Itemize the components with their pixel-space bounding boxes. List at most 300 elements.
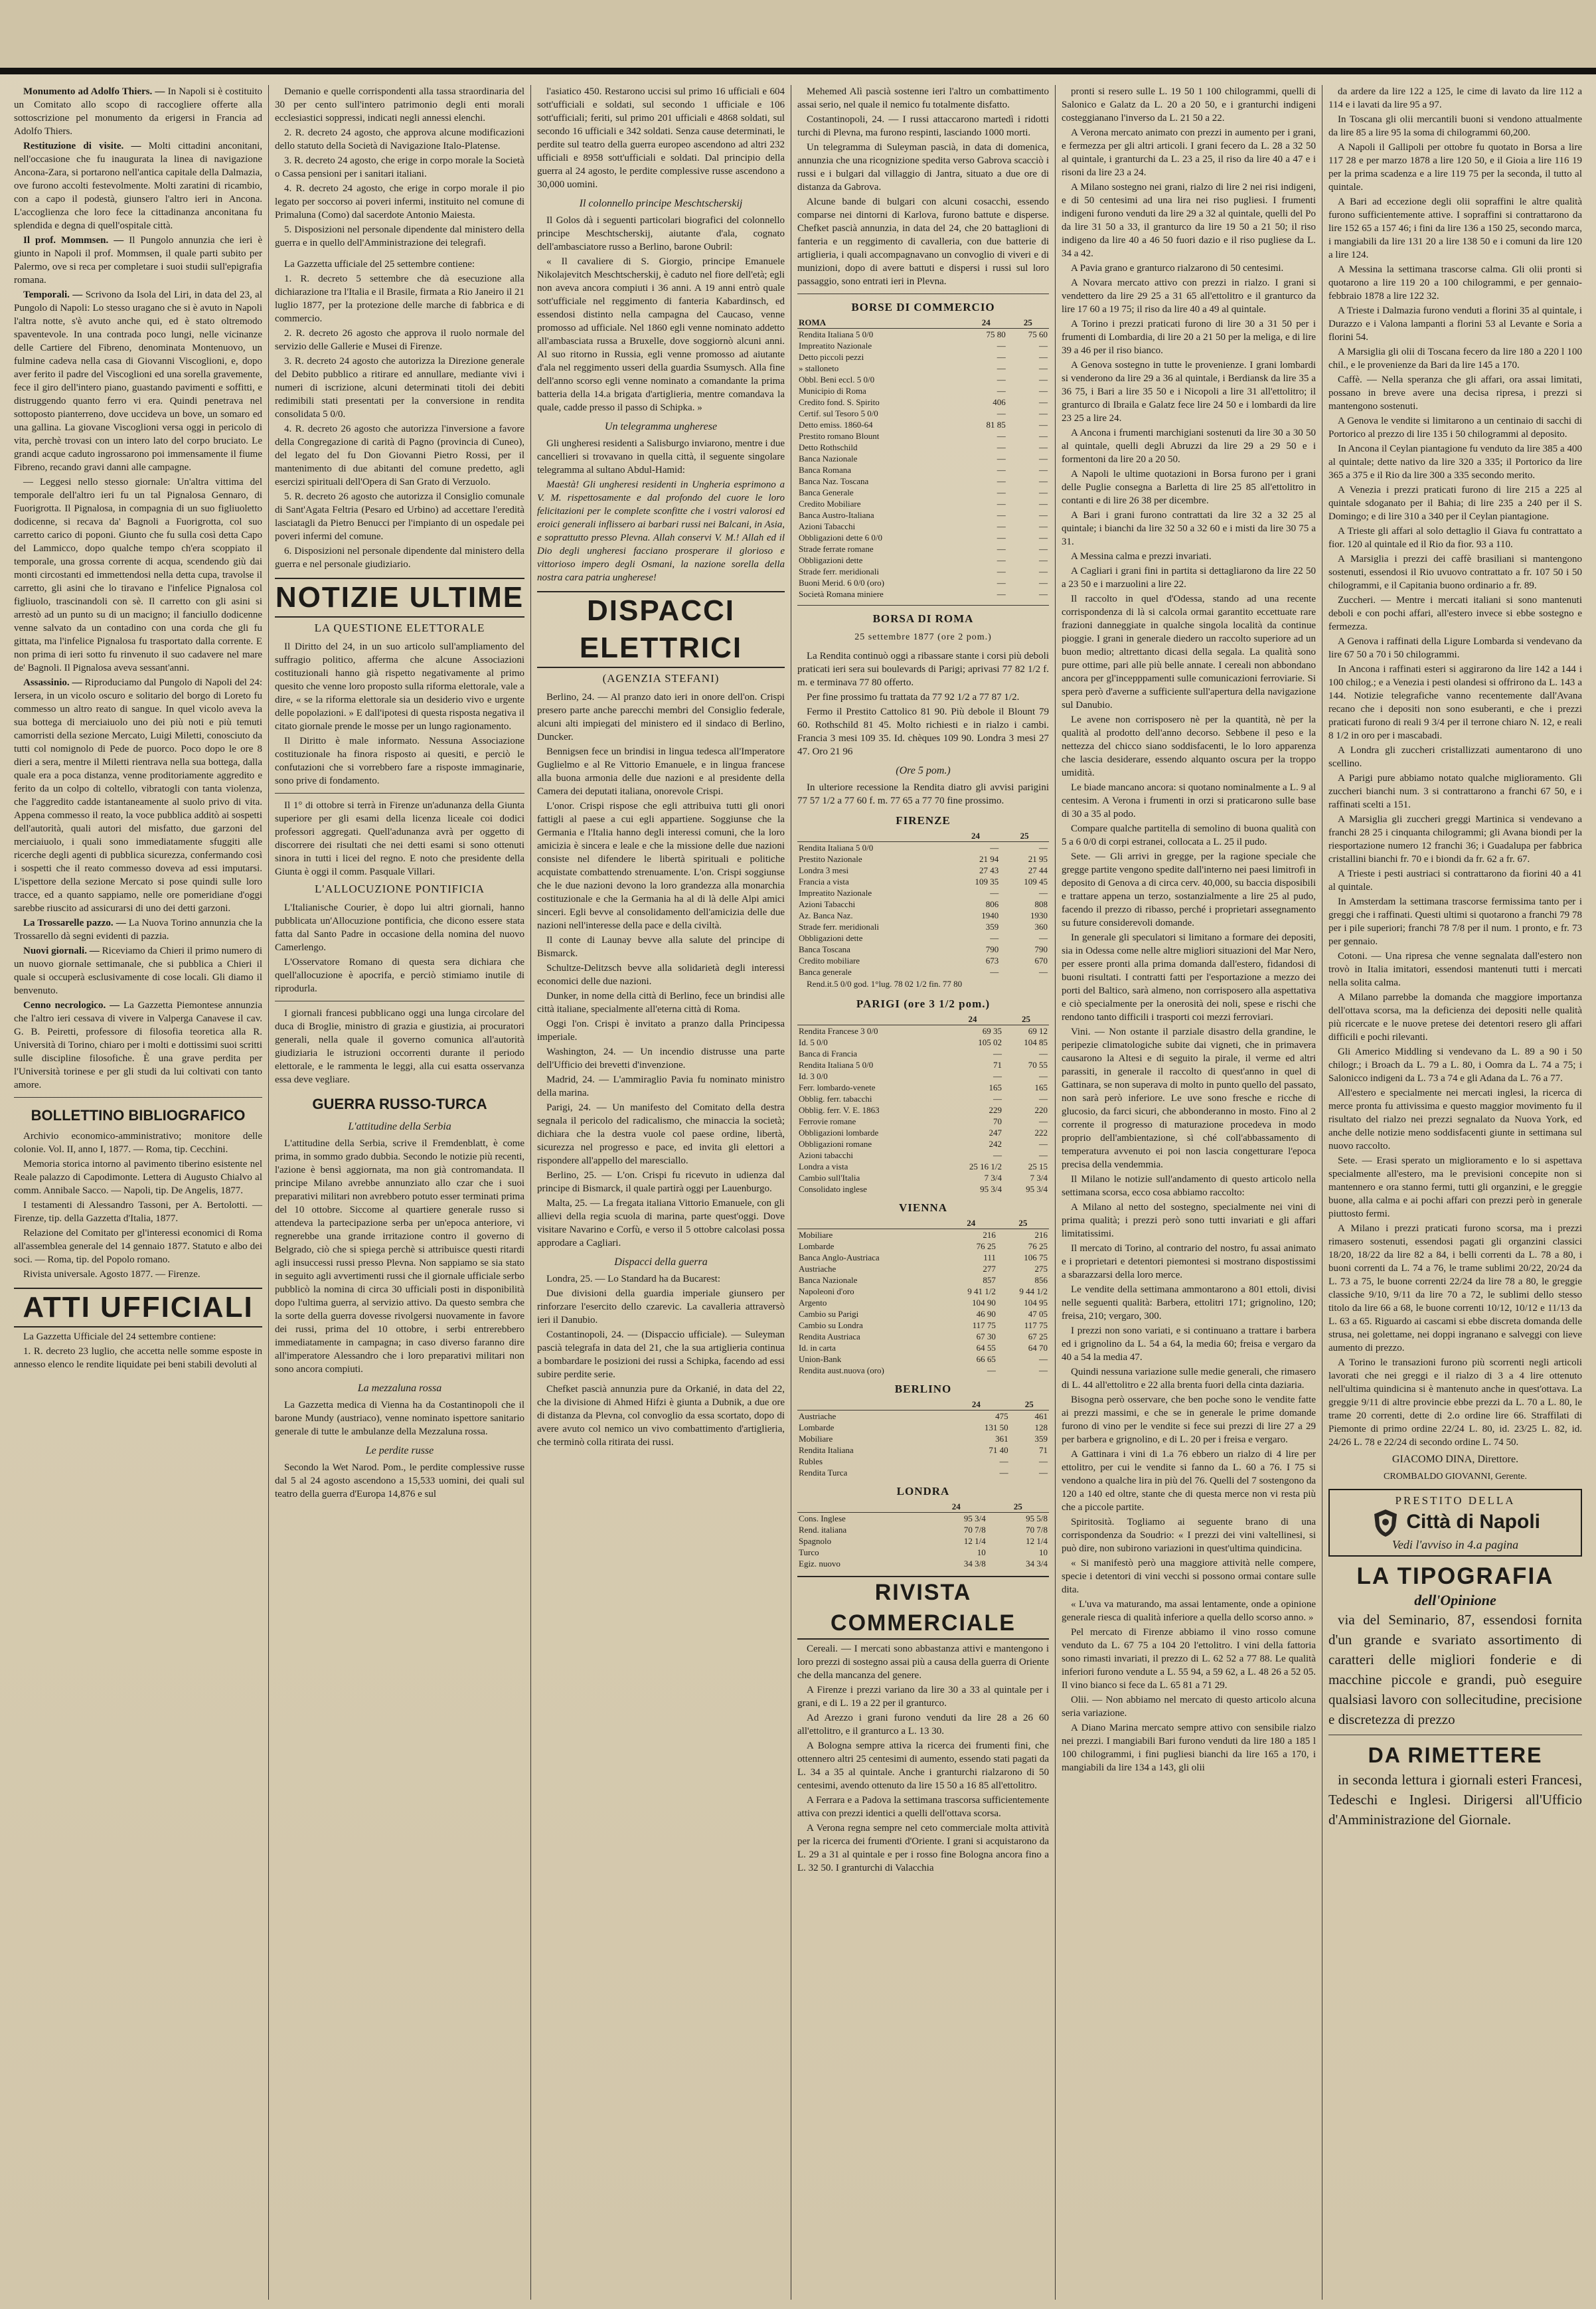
market-paragraph: A Milano sostegno nei grani, rialzo di lire 2 nei risi indigeni, e di 50 centesimi ad una lira nei riso pugliesi. I frumenti indigeni furono venduti da lire 29 a 32 al quintale, quelli del Po da lire 31 50 a 33, il granturco da lire 19 50 a 21 50; il riso indigeno da lire 40 a 46 50 fuori dazio e il riso pugliese da L. 34 a 42. bbox=[1062, 182, 1316, 259]
table-cell: — bbox=[1039, 933, 1048, 943]
table-cell: 670 bbox=[1034, 956, 1048, 966]
table-cell: 165 bbox=[989, 1082, 1002, 1092]
table-row bbox=[797, 543, 1049, 555]
market-paragraph: In Toscana gli olii mercantili buoni si vendono attualmente da lire 85 a lire 95 la soma di chilogrammi 60,200. bbox=[1328, 114, 1582, 138]
table-cell: 95 3/4 bbox=[963, 1513, 986, 1523]
table-cell: 34 3/8 bbox=[963, 1559, 986, 1569]
dispatch: Bennigsen fece un brindisi in lingua tedesca all'Imperatore Guglielmo e al Re Vittorio Emanuele, e in lingua francese alla buona armonia delle due nazioni e al presidente della Camera dei deputati italiana, onorevole Crispi. bbox=[537, 746, 785, 797]
market-paragraph: Compare qualche partitella di semolino di buona qualità con 5 a 6 0/0 di corpi estranei, collocata a L. 25 il pudo. bbox=[1062, 823, 1316, 847]
table-cell: — bbox=[1039, 465, 1048, 475]
agenzia-stefani-label: (AGENZIA STEFANI) bbox=[602, 672, 720, 685]
dispatch: Londra, 25. — Lo Standard ha da Bucarest: bbox=[546, 1274, 721, 1284]
market-paragraph: A Trieste gli affari al solo dettaglio il Giava fu contrattato a fior. 120 al quintale ed il Rio da fior. 93 a 110. bbox=[1328, 526, 1582, 550]
dispatch: Dunker, in nome della città di Berlino, fece un brindisi alle città italiane, specialmente all'eterna città di Roma. bbox=[537, 991, 785, 1015]
table-cell: Banca Nazionale bbox=[799, 1275, 858, 1285]
table-cell: 70 7/8 bbox=[1026, 1525, 1048, 1535]
dispatch: Mehemed Alì pascià sostenne ieri l'altro un combattimento assai serio, nel quale il nemico fu totalmente disfatto. bbox=[797, 86, 1049, 110]
atti-item: 5. Disposizioni nel personale dipendente dal ministero della guerra e in quello dell'Amministrazione dei telegrafi. bbox=[275, 224, 524, 248]
table-cell: — bbox=[997, 521, 1006, 531]
table-row bbox=[797, 385, 1049, 396]
table-cell: Banca di Francia bbox=[799, 1049, 858, 1059]
table-row bbox=[797, 566, 1049, 577]
table-cell: Strade ferrate romane bbox=[799, 544, 874, 554]
market-paragraph: Cereali. — I mercati sono abbastanza attivi e mantengono i loro prezzi di sostegno assai più a causa della guerra di Oriente che della mancanza del genere. bbox=[797, 1644, 1049, 1681]
dispatch: Costantinopoli, 24. — I russi attaccarono martedì i ridotti turchi di Plevna, ma furono respinti, lasciando 1000 morti. bbox=[797, 114, 1049, 138]
article-pignalosa: — Leggesi nello stesso giornale: Un'altra vittima del temporale dell'altro ieri fu un tal Pignalosa Gennaro, di Fuorigrotta. Il Pignalosa, in compagnia di un suo figliuoletto dodicenne, si recava da' Bagnoli a Fuorigrotta, col suo carretto carico di poponi. Giunto che fu sulla così detta Capo del Lammicco, dopo qualche tempo ch'era scoppiato il temporale, una grossa corrente di acqua, scendendo giù dai monti circostanti ed immettendosi nella detta cupa, travolse il carretto, gli asini che lo tiravano e l'infelice Pignalosa col figliuolo, trascinandoli con sè. Il carretto con gli asini si arrestò ad un punto su di un macigno; il fanciullo dodicenne venne salvato da un contadino con una corda che gli fu gittata, ma l'infelice Pignalosa fu trasportato dalla corrente. E non prima di ieri sotto fu rinvenuto il suo cadavere nel mare de' Bagnoli. Il Pignalosa aveva sessant'anni. bbox=[14, 477, 262, 673]
market-paragraph: In Ancona i raffinati esteri si aggirarono da lire 142 a 144 i 100 chilog.; e a Venezia i pesti olandesi si offrirono da L. 143 a 144. Notizie telegrafiche vanno recentemente dall'Avana recano che i depositi non sono esuberanti, e che i prezzi praticati furono di reali 9 3/4 per il terrone chiaro N. 12, e reali 8 1/2 in oro per i mascabadi. bbox=[1328, 664, 1582, 741]
table-cell: — bbox=[1039, 454, 1048, 464]
table-cell: — bbox=[1039, 408, 1048, 418]
table-cell: Id. in carta bbox=[799, 1343, 836, 1353]
table-cell: Egiz. nuovo bbox=[799, 1559, 840, 1569]
table-cell: Napoleoni d'oro bbox=[799, 1286, 854, 1296]
table-cell: Rendita Italiana 5 0/0 bbox=[799, 843, 874, 853]
table-row bbox=[797, 955, 1049, 966]
atti-intro: La Gazzetta Ufficiale del 24 settembre contiene: bbox=[23, 1331, 216, 1342]
dispatch: Madrid, 24. — L'ammiraglio Pavia fu nominato ministro della marina. bbox=[537, 1074, 785, 1098]
table-cell: Londra 3 mesi bbox=[799, 865, 849, 875]
market-paragraph: A Milano al netto del sostegno, specialmente nei vini di prima qualità; i prezzi però sono tutti invariati e gli affari limitatissimi. bbox=[1062, 1202, 1316, 1239]
market-paragraph: A Trieste i pesti austriaci si contrattarono da fiorini 40 a 41 al quintale. bbox=[1328, 869, 1582, 893]
notizie-ultime-heading: NOTIZIE ULTIME bbox=[275, 578, 524, 618]
table-cell: 105 02 bbox=[978, 1037, 1002, 1047]
dispatch: Berlino, 25. — L'on. Crispi fu ricevuto in udienza dal principe di Bismarck, il quale partirà oggi per Lauenburgo. bbox=[537, 1170, 785, 1194]
table-cell: — bbox=[1039, 566, 1048, 576]
table-row bbox=[797, 555, 1049, 566]
table-cell: Lombarde bbox=[799, 1241, 835, 1251]
guerra-russo-turca-heading: GUERRA RUSSO-TURCA bbox=[312, 1096, 487, 1112]
table-row bbox=[797, 1161, 1049, 1172]
column-1 bbox=[8, 85, 268, 2300]
table-cell: — bbox=[997, 363, 1006, 373]
atti-ufficiali-heading: ATTI UFFICIALI bbox=[14, 1288, 262, 1327]
market-paragraph: Olii. — Non abbiamo nel mercato di questo articolo alcuna seria variazione. bbox=[1062, 1695, 1316, 1719]
market-paragraph: A Bologna sempre attiva la ricerca dei frumenti fini, che ottennero altri 25 centesimi di aumento, essendo stati pagati da L. 34 a 35 al quintale. Anche i granturchi rialzarono di 50 centesimi, avendo ottenuto da lire 15 50 a 16 85 all'ettolitro. bbox=[797, 1741, 1049, 1791]
tipografia-text: via del Seminario, 87, essendosi fornita d'un grande e svariato assortimento di caratteri delle migliori fonderie e di macchine piccole e grandi, può eseguire qualsiasi lavoro con sollecitudine, precisione e discretezza di prezzo bbox=[1328, 1612, 1582, 1727]
table-row bbox=[797, 1150, 1049, 1161]
table-cell: 10 bbox=[977, 1547, 986, 1557]
table-cell: 70 bbox=[993, 1116, 1002, 1126]
berlino-heading: BERLINO bbox=[894, 1383, 952, 1395]
table-cell: Az. Banca Naz. bbox=[799, 910, 853, 920]
table-cell: 21 95 bbox=[1028, 854, 1048, 864]
table-cell: — bbox=[997, 386, 1006, 396]
table-cell: Francia a vista bbox=[799, 877, 849, 887]
table-cell: 64 70 bbox=[1028, 1343, 1048, 1353]
table-cell: 27 44 bbox=[1028, 865, 1048, 875]
table-row bbox=[797, 1183, 1049, 1195]
table-cell: — bbox=[1039, 544, 1048, 554]
table-row bbox=[797, 1444, 1049, 1456]
ad-citta-napoli: Città di Napoli bbox=[1332, 1507, 1578, 1538]
column-2 bbox=[268, 85, 530, 2300]
market-paragraph: La Rendita continuò oggi a ribassare stante i corsi più deboli praticati ieri sera sui boulevards di Parigi; aprivasi 77 82 1/2 f. m. e terminava 77 80 offerto. bbox=[797, 651, 1049, 688]
table-header-row bbox=[797, 1501, 1049, 1513]
table-cell: 131 50 bbox=[984, 1422, 1008, 1432]
gerente-signature: CROMBALDO GIOVANNI, Gerente. bbox=[1384, 1472, 1527, 1482]
market-paragraph: In generale gli speculatori si limitano a formare dei depositi, sia in Odessa come nelle altre migliori situazioni del Mar Nero, per essere pronti alla prima domanda dall'estero, fidandosi di buoni risultati. I contratti fatti per l'esportazione a mezzo dei porti del Baltico, sarà almeno, non corrisposero alla aspettativa e ciò specialmente per la onerosità dei noli, spese e rischi che rendono tanto difficili i trasporti coi mezzi ferroviari. bbox=[1062, 932, 1316, 1023]
director-signature: GIACOMO DINA, Direttore. bbox=[1392, 1454, 1519, 1465]
table-cell: Argento bbox=[799, 1298, 827, 1308]
table-cell: — bbox=[1039, 352, 1048, 362]
table-row bbox=[797, 329, 1049, 341]
table-cell: 111 bbox=[983, 1252, 996, 1262]
table-row bbox=[797, 1127, 1049, 1138]
biblio-item: Relazione del Comitato per gl'interessi economici di Roma all'assemblea generale del 14 gennaio 1877. Statuto e albo dei soci. — Roma, tip. del Popolo romano. bbox=[14, 1228, 262, 1265]
table-cell: 95 3/4 bbox=[1026, 1184, 1048, 1194]
article-thiers: Monumento ad Adolfo Thiers. — In Napoli si è costituito un Comitato allo scopo di raccogliere offerte alla sottoscrizione pel monumento da erigersi in Francia ad Adolfo Thiers. bbox=[14, 86, 262, 137]
article-paragraph: La Gazzetta medica di Vienna ha da Costantinopoli che il barone Mundy (austriaco), venne nominato ispettore sanitario generale di tutte le ambulanze della Mezzaluna rossa. bbox=[275, 1400, 524, 1437]
table-cell: 406 bbox=[993, 397, 1006, 407]
table-cell: — bbox=[1039, 888, 1048, 898]
columns-container bbox=[8, 85, 1588, 2300]
table-cell: — bbox=[997, 566, 1006, 576]
dispatch: L'onor. Crispi rispose che egli attribuiva tutti gli onori fattigli al paese a cui egli appartiene. Soggiunse che la Germania e l'Italia hanno degli interessi comuni, che la loro amicizia è sincera e leale e che la missione delle due nazioni consiste nel difendere le libertà spirituali e politiche acquistate combattendo strenuamente. L'on. Crispi soggiunse che le due nazioni devono la loro grandezza alla monarchia costituzionale e che la Germania ha al di là delle Alpi amici sinceri. Egli bevve al consolidamento dell'amicizia delle due nazioni nell'interesse della pace e della civiltà. bbox=[537, 801, 785, 931]
borse-commercio-heading: BORSE DI COMMERCIO bbox=[851, 301, 995, 313]
article-paragraph: Gli ungheresi residenti a Salisburgo inviarono, mentre i due cancellieri si trovavano in quella città, il seguente singolare telegramma al sultano Abdul-Hamid: bbox=[537, 438, 785, 475]
table-cell: Banca Nazionale bbox=[799, 454, 858, 464]
table-cell: 21 94 bbox=[979, 854, 999, 864]
table-cell: 71 bbox=[993, 1060, 1002, 1070]
table-cell: 117 75 bbox=[1024, 1320, 1048, 1330]
column-header bbox=[797, 1399, 943, 1411]
market-paragraph: A Marsiglia gli zuccheri greggi Martinica si vendevano a franchi 28 25 i cinquanta chilogrammi; gli Avana biondi per la riesportazione numero 12 franchi 36; i Guadalupa per fabbrica cristallini bianchi fr. 70 e i biondi da fr. 62 a fr. 67. bbox=[1328, 814, 1582, 865]
table-row bbox=[797, 1116, 1049, 1127]
table-cell: 7 3/4 bbox=[1030, 1173, 1048, 1183]
column-header: 25 bbox=[1003, 1013, 1049, 1025]
table-cell: — bbox=[1039, 341, 1048, 351]
table-cell: 104 95 bbox=[1024, 1298, 1048, 1308]
dispatch: Alcune bande di bulgari con alcuni cosacchi, essendo comparse nei dintorni di Karlova, furono battute e disperse. Chefket pascià annunzia, in data del 24, che 20 battaglioni di fanteria e un reggimento di cavalleria, con due batterie di artiglieria, i quali accompagnavano un convoglio di viveri e di munizioni, dopo di avere battuti e dispersi i russi sul loro passaggio, sono entrati ieri in Plevna. bbox=[797, 197, 1049, 287]
table-cell: 75 80 bbox=[986, 329, 1006, 339]
table-cell: 9 44 1/2 bbox=[1019, 1286, 1048, 1296]
table-cell: — bbox=[997, 431, 1006, 441]
table-row bbox=[797, 1535, 1049, 1547]
table-cell: Certif. sul Tesoro 5 0/0 bbox=[799, 408, 878, 418]
article-paragraph: Il Golos dà i seguenti particolari biografici del colonnello principe Meschtscherskij, aiutante d'ala, cognato dell'ambasciatore russo a Berlino, barone Oubril: bbox=[537, 215, 785, 252]
table-row bbox=[797, 442, 1049, 453]
table-cell: Rendita Italiana 5 0/0 bbox=[799, 1060, 874, 1070]
meschtscherskij-heading: Il colonnello principe Meschtscherskij bbox=[579, 198, 743, 209]
table-cell: — bbox=[997, 487, 1006, 497]
table-cell: 25 15 bbox=[1028, 1161, 1048, 1171]
table-cell: — bbox=[1039, 386, 1048, 396]
table-row bbox=[797, 1172, 1049, 1183]
table-row bbox=[797, 1467, 1049, 1478]
column-header: 25 bbox=[1000, 830, 1049, 842]
table-row bbox=[797, 532, 1049, 543]
column-header: 25 bbox=[1010, 1399, 1049, 1411]
market-paragraph: Le avene non corrisposero nè per la quantità, nè per la qualità al prodotto dell'anno decorso. Sebbene il peso e la nettezza del chicco siano soddisfacenti, le lo loro apparenza che lascia desiderare, essendo alquanto oscura per la troppo umidità. bbox=[1062, 715, 1316, 778]
table-row bbox=[797, 453, 1049, 464]
table-cell: — bbox=[1039, 1071, 1048, 1081]
atti-item: 2. R. decreto 24 agosto, che approva alcune modificazioni dello statuto della Società di Navigazione Italo-Platense. bbox=[275, 128, 524, 151]
market-paragraph: In Amsterdam la settimana trascorse fermissima tanto per i greggi che i raffinati. Questi ultimi si quotarono a franchi 79 78 per i pile superiori; franchi 78 7/8 per il num. 1 pronto, e fr. 73 per gennaio. bbox=[1328, 897, 1582, 947]
table-row bbox=[797, 876, 1049, 887]
table-cell: — bbox=[1039, 967, 1048, 977]
table-cell: Banca Toscana bbox=[799, 944, 850, 954]
table-row bbox=[797, 1037, 1049, 1048]
table-cell: 475 bbox=[995, 1411, 1008, 1421]
table-row bbox=[797, 1048, 1049, 1059]
table-cell: — bbox=[1039, 442, 1048, 452]
market-paragraph: Sete. — Gli arrivi in gregge, per la ragione speciale che gregge partite vengono spedite dall'interno nei paesi limitrofi in deposito di Genova a di circa cerv. 40,000, su baccia disposibili e trattare appena un terzo, sostanzialmente a lire 25 al pudo, facendo il prezzo di ribasso, perché i proprietari assegnamento su future considerevoli domande. bbox=[1062, 851, 1316, 928]
dispatch: Costantinopoli, 24. — (Dispaccio ufficiale). — Suleyman pascià telegrafa in data del 21, che la sua artiglieria continua a bombardare le posizioni dei russi a Schipka, facendo ad essi subire perdite serie. bbox=[537, 1329, 785, 1380]
table-cell: — bbox=[1039, 1139, 1048, 1149]
table-header-row bbox=[797, 317, 1049, 329]
questione-elettorale-heading: LA QUESTIONE ELETTORALE bbox=[314, 622, 485, 634]
market-paragraph: I prezzi non sono variati, e si continuano a trattare i barbera ed i grignolino da L. 54 a 64, la media 60; freisa e vergaro da 40 a 54 la media 47. bbox=[1062, 1326, 1316, 1363]
table-cell: — bbox=[997, 499, 1006, 509]
table-cell: 242 bbox=[989, 1139, 1002, 1149]
table-cell: — bbox=[990, 933, 999, 943]
table-cell: — bbox=[1039, 375, 1048, 385]
table-cell: 95 3/4 bbox=[980, 1184, 1002, 1194]
market-paragraph: Il Milano le notizie sull'andamento di questo articolo nella settimana scorsa, ecco cosa abbiamo raccolto: bbox=[1062, 1174, 1316, 1198]
table-cell: — bbox=[1039, 431, 1048, 441]
table-cell: » stalloneto bbox=[799, 363, 839, 373]
table-cell: 790 bbox=[1034, 944, 1048, 954]
article-visite: Restituzione di visite. — Molti cittadini anconitani, nell'occasione che fu inaugurata la linea di navigazione Ancona-Zara, si portarono nell'antica capitale della Dalmazia, ove furono accolti festevolmente. Molti zaratini di ricambio, con a capo il podestà, giunsero l'altro ieri in Ancona. L'accoglienza che loro fece la cittadinanza anconitana fu splendida e degna di quell'ospitale città. bbox=[14, 141, 263, 231]
table-cell: 69 12 bbox=[1028, 1026, 1048, 1036]
table-row bbox=[797, 898, 1049, 910]
londra-heading: LONDRA bbox=[896, 1485, 950, 1497]
divider bbox=[14, 1097, 262, 1098]
article-paragraph: Il Diritto del 24, in un suo articolo sull'ampliamento del suffragio politico, afferma che alcune Associazioni costituzionali hanno già rispetto negativamente al primo quesito che venne loro proposto sulla riforma elettorale, vale a dire, « se la riforma elettorale sia un desiderio vivo e urgente delle popolazioni. » E dall'ipotesi di questa risposta negativa il citato giornale prende le mosse per un lungo ragionamento. bbox=[275, 641, 524, 732]
table-cell: 109 45 bbox=[1024, 877, 1048, 887]
table-row bbox=[797, 521, 1049, 532]
table-cell: Rendita aust.nuova (oro) bbox=[799, 1365, 884, 1375]
table-header-row bbox=[797, 1399, 1049, 1411]
table-cell: 1940 bbox=[981, 910, 999, 920]
table-cell: Rendita Italiana bbox=[799, 1445, 854, 1455]
dispatch: Schultze-Delitzsch bevve alla solidarietà degli interessi economici delle due nazioni. bbox=[537, 963, 785, 987]
table-cell: — bbox=[997, 465, 1006, 475]
table-row bbox=[797, 1025, 1049, 1037]
dispacci-elettrici-heading: DISPACCI ELETTRICI bbox=[537, 591, 785, 668]
table-cell: Id. 5 0/0 bbox=[799, 1037, 828, 1047]
table-row bbox=[797, 1456, 1049, 1467]
dispatch: Malta, 25. — La fregata italiana Vittorio Emanuele, con gli allievi della regia scuola di marina, parte quest'oggi. Dove visitare Navarino e Corfù, e verso il 5 ottobre calcolasi possa approdare a Cagliari. bbox=[537, 1198, 785, 1248]
table-cell: Prestito Nazionale bbox=[799, 854, 862, 864]
table-row bbox=[797, 1422, 1049, 1433]
table-cell: 673 bbox=[985, 956, 999, 966]
market-paragraph: A Londra gli zuccheri cristallizzati aumentarono di uno scellino. bbox=[1328, 745, 1582, 769]
article-paragraph: L'Italianische Courier, è dopo lui altri giornali, hanno pubblicata un'Allocuzione pontificia, che dicono essere stata fatta dal Santo Padre in occasione della nomina del nuovo Camerlengo. bbox=[275, 902, 524, 953]
berlino-table bbox=[797, 1399, 1049, 1478]
table-cell: Rend. italiana bbox=[799, 1525, 847, 1535]
market-paragraph: A Genova i raffinati della Ligure Lombarda si vendevano da lire 67 50 a 70 i 50 chilogrammi. bbox=[1328, 636, 1582, 660]
article-paragraph: I giornali francesi pubblicano oggi una lunga circolare del duca di Broglie, ministro di grazia e giustizia, ai procuratori generali, nella quale il governo comunica all'autorità giudiziaria le istruzioni occorrenti durante il periodo elettorale, e le rammenta le leggi, alla cui esatta osservanza essa deve vegliare. bbox=[275, 1008, 524, 1085]
atti-item: 1. R. decreto 23 luglio, che accetta nelle somme esposte in annesso elenco le rendite liquidate pei beni stabili devoluti al bbox=[14, 1346, 262, 1370]
table-cell: 7 3/4 bbox=[984, 1173, 1002, 1183]
table-row bbox=[797, 842, 1049, 854]
table-cell: 10 bbox=[1039, 1547, 1048, 1557]
dispatch: Due divisioni della guardia imperiale giunsero per rinforzare l'esercito dello czarevic. La cavalleria attraversò ieri il Danubio. bbox=[537, 1288, 785, 1326]
article-paragraph: « Il cavaliere di S. Giorgio, principe Emanuele Nikolajevitch Meschtscherskij, è caduto nel fiore dell'età; egli non aveva ancora compiuti i 36 anni. A 19 anni entrò quale sott'ufficiale nel reggimento di fanteria Kabardinsch, ed essendosi distinto nella campagna del Caucaso, venne promosso ad ufficiale. Nel 1860 egli venne nominato addetto all'ambasciata russa a Bruxelle, dove soggiornò alcuni anni. Al suo ritorno in Russia, egli venne promosso ad aiutante d'ala nel reggimento usseri della guardia Ssumysch. Alla fine dell'anno scorso egli venne nominato a comandante la prima batteria della 14.a brigata d'artiglieria, mentre comandava la quale, cadde presso il passo di Schipka. » bbox=[537, 256, 785, 413]
market-paragraph: A Genova le vendite si limitarono a un centinaio di sacchi di Portorico al prezzo di lire 135 i 50 chilogrammi al deposito. bbox=[1328, 416, 1582, 440]
table-cell: Banca Naz. Toscana bbox=[799, 476, 869, 486]
article-paragraph: Secondo la Wet Narod. Pom., le perdite complessive russe dal 5 al 24 agosto ascendono a 15,533 uomini, dei quali sul teatro della guerra d'Europa 14,876 e sul bbox=[275, 1462, 524, 1499]
table-cell: 25 16 1/2 bbox=[969, 1161, 1002, 1171]
table-cell: — bbox=[997, 375, 1006, 385]
table-cell: 856 bbox=[1034, 1275, 1048, 1285]
table-cell: Id. 3 0/0 bbox=[799, 1071, 828, 1081]
market-paragraph: pronti si resero sulle L. 19 50 1 100 chilogrammi, quelli di Salonico e Galatz da L. 20 a 20 50, e i granturchi indigeni costeggianano l'inverso da L. 21 50 a 22. bbox=[1062, 86, 1316, 124]
table-row bbox=[797, 1059, 1049, 1070]
table-cell: 47 05 bbox=[1028, 1309, 1048, 1319]
table-cell: 857 bbox=[983, 1275, 996, 1285]
table-cell: — bbox=[997, 510, 1006, 520]
table-cell: 70 55 bbox=[1028, 1060, 1048, 1070]
table-cell: — bbox=[1039, 578, 1048, 588]
telegramma-heading: Un telegramma ungherese bbox=[604, 421, 718, 432]
table-cell: Buoni Merid. 6 0/0 (oro) bbox=[799, 578, 884, 588]
table-cell: Banca Anglo-Austriaca bbox=[799, 1252, 880, 1262]
table-row bbox=[797, 1229, 1049, 1241]
table-cell: — bbox=[1039, 1354, 1048, 1364]
mezzaluna-heading: La mezzaluna rossa bbox=[357, 1383, 442, 1394]
table-cell: Ferr. lombardo-venete bbox=[799, 1082, 876, 1092]
table-row bbox=[797, 475, 1049, 487]
crest-icon bbox=[1370, 1507, 1401, 1538]
column-6 bbox=[1322, 85, 1588, 2300]
table-cell: Obbl. Beni eccl. 5 0/0 bbox=[799, 375, 875, 385]
table-cell: 247 bbox=[989, 1128, 1002, 1138]
atti-item: Demanio e quelle corrispondenti alla tassa straordinaria del 30 per cento sull'intero patrimonio degli enti morali ecclesiastici soppressi, indicati negli annessi elenchi. bbox=[275, 86, 524, 124]
table-row bbox=[797, 396, 1049, 408]
market-paragraph: A Messina la settimana trascorse calma. Gli olii pronti si quotarono a lire 119 20 a 100 chilogrammi, e per gennaio-febbraio 1878 a lire 122 32. bbox=[1328, 264, 1582, 301]
table-cell: Obbligazioni romane bbox=[799, 1139, 872, 1149]
market-paragraph: Gli Americo Middling si vendevano da L. 89 a 90 i 50 chilogr.; i Broach da L. 79 a L. 80, i Oomra da L. 74 a 75; i Salonicco indigeni da L. 73 a 74 e gli Adana da L. 76 a 77. bbox=[1328, 1047, 1582, 1084]
table-cell: 71 bbox=[1039, 1445, 1048, 1455]
tipografia-subheading: dell'Opinione bbox=[1414, 1592, 1496, 1608]
market-paragraph: Ad Arezzo i grani furono venduti da lire 28 a 26 60 all'ettolitro, e il granturco a L. 13 30. bbox=[797, 1713, 1049, 1737]
table-cell: Consolidato inglese bbox=[799, 1184, 867, 1194]
table-cell: Strade ferr. meridionali bbox=[799, 922, 879, 932]
column-header: 24 bbox=[945, 1217, 997, 1229]
table-cell: 360 bbox=[1034, 922, 1048, 932]
market-paragraph: Pel mercato di Firenze abbiamo il vino rosso comune venduto da L. 67 75 a 104 20 l'ettolitro. I vini della fattoria sono rimasti invariati, il prezzo di L. 62 52 a 77 88. Le qualità inferiori furono vendute a L. 55 94, a 59 62, a L. 48 26 a 52 05. Il vino bianco si fece da L. 65 81 a 71 29. bbox=[1062, 1627, 1316, 1691]
table-row bbox=[797, 509, 1049, 521]
table-cell: 220 bbox=[1034, 1105, 1048, 1115]
firenze-note: Rend.it.5 0/0 god. 1°lug. 78 02 1/2 fin. 77 80 bbox=[807, 979, 963, 989]
table-cell: Rendita Italiana 5 0/0 bbox=[799, 329, 874, 339]
biblio-item: Rivista universale. Agosto 1877. — Firenze. bbox=[23, 1269, 200, 1280]
table-cell: 12 1/4 bbox=[963, 1536, 986, 1546]
column-header: 24 bbox=[925, 1501, 987, 1513]
table-cell: — bbox=[1039, 499, 1048, 509]
table-cell: Detto emiss. 1860-64 bbox=[799, 420, 873, 430]
market-paragraph: A Diano Marina mercato sempre attivo con sensibile rialzo nei prezzi. I mangiabili Bari furono venduti da lire 180 a 185 l 100 chilogrammi, i fini pugliesi bianchi da lire 165 a 170, i mangiabili da lire 134 a 143, gli olii bbox=[1062, 1723, 1316, 1773]
column-header bbox=[797, 1501, 925, 1513]
table-cell: Obbligazioni lombarde bbox=[799, 1128, 879, 1138]
table-cell: — bbox=[997, 589, 1006, 599]
table-cell: Azioni Tabacchi bbox=[799, 899, 856, 909]
table-cell: Obbligazioni dette bbox=[799, 933, 863, 943]
table-cell: — bbox=[997, 454, 1006, 464]
market-paragraph: A Genova sostegno in tutte le provenienze. I grani lombardi si venderono da lire 29 a 36 al quintale, i Berdiansk da lire 35 a 36 75, i Bari a lire 35 50 e i Nicopoli a lire 31 all'ettolitro; il granturco di Ibraila e Galatz fece lire 24 50 e i lombardi da lire 23 25 a lire 24. bbox=[1062, 360, 1316, 424]
market-paragraph: A Ancona i frumenti marchigiani sostenuti da lire 30 a 30 50 al quintale, quelli degli Abruzzi da lire 29 a 29 50 e i formentoni da lire 20 a 20 50. bbox=[1062, 428, 1316, 465]
table-row bbox=[797, 1365, 1049, 1376]
rivista-commerciale-heading: RIVISTA COMMERCIALE bbox=[797, 1576, 1049, 1640]
tipografia-heading: LA TIPOGRAFIA bbox=[1356, 1563, 1554, 1589]
table-row bbox=[797, 1082, 1049, 1093]
market-paragraph: A Messina calma e prezzi invariati. bbox=[1071, 551, 1212, 562]
table-row bbox=[797, 1331, 1049, 1342]
market-paragraph: Le vendite della settimana ammontarono a 801 ettoli, divisi nelle seguenti qualità: Barbera, ettolitri 171; grignolino, 120; freisa, 210; vergaro, 300. bbox=[1062, 1284, 1316, 1322]
market-paragraph: « L'uva va maturando, ma assai lentamente, onde a opinione generale riesca di qualità inferiore a quella dello scorso anno. » bbox=[1062, 1599, 1316, 1623]
dispatch: Il conte di Launay bevve alla salute del principe di Bismarck. bbox=[537, 935, 785, 959]
table-cell: Rubles bbox=[799, 1456, 823, 1466]
table-cell: — bbox=[990, 843, 999, 853]
atti-intro: La Gazzetta ufficiale del 25 settembre contiene: bbox=[284, 259, 475, 270]
table-cell: 109 35 bbox=[975, 877, 999, 887]
market-paragraph: da ardere da lire 122 a 125, le cime di lavato da lire 112 a 114 e i lavati da lire 95 a 97. bbox=[1328, 86, 1582, 110]
table-cell: Mobiliare bbox=[799, 1230, 833, 1240]
table-row bbox=[797, 966, 1049, 978]
table-row bbox=[797, 408, 1049, 419]
table-cell: — bbox=[993, 1150, 1002, 1160]
divider bbox=[797, 605, 1049, 606]
table-cell: Obbligazioni dette bbox=[799, 555, 863, 565]
table-cell: — bbox=[999, 1468, 1008, 1478]
table-cell: 76 25 bbox=[1028, 1241, 1048, 1251]
market-paragraph: Fermo il Prestito Cattolico 81 90. Più debole il Blount 79 60. Rothschild 81 45. Molto richiesti e in rialzo i cambi. Francia 3 mesi 109 35. Id. chèques 109 90. Londra 3 mesi 27 47. Oro 21 96 bbox=[797, 707, 1049, 757]
firenze-heading: FIRENZE bbox=[896, 814, 951, 827]
table-row bbox=[797, 932, 1049, 944]
table-row bbox=[797, 588, 1049, 600]
table-cell: 361 bbox=[995, 1434, 1008, 1444]
table-cell: — bbox=[1039, 533, 1048, 543]
dispatch: Berlino, 24. — Al pranzo dato ieri in onore dell'on. Crispi presero parte anche parecchi membri del Consiglio federale, alcuni alti impiegati del ministero ed il sindaco di Berlino, Duncker. bbox=[537, 692, 785, 742]
table-cell: 81 85 bbox=[986, 420, 1006, 430]
table-row bbox=[797, 910, 1049, 921]
table-cell: Mobiliare bbox=[799, 1434, 833, 1444]
table-cell: — bbox=[1039, 420, 1048, 430]
table-cell: Austriache bbox=[799, 1264, 837, 1274]
table-cell: Cambio su Parigi bbox=[799, 1309, 859, 1319]
atti-item: 4. R. decreto 24 agosto, che erige in corpo morale il pio legato per soccorso ai poveri infermi, instituito nel comune di Primaluna (Como) dal sacerdote Antonio Maiesta. bbox=[275, 183, 524, 220]
table-cell: Credito fond. S. Spirito bbox=[799, 397, 880, 407]
table-row bbox=[797, 1411, 1049, 1422]
market-paragraph: Zuccheri. — Mentre i mercati italiani si sono mantenuti deboli e con pochi affari, all'estero invece si ebbe sostegno e fermezza. bbox=[1328, 595, 1582, 632]
table-cell: Banca Austro-Italiana bbox=[799, 510, 874, 520]
table-row bbox=[797, 419, 1049, 430]
table-row bbox=[797, 1524, 1049, 1535]
table-cell: — bbox=[1039, 476, 1048, 486]
table-row bbox=[797, 1286, 1049, 1297]
table-cell: 104 90 bbox=[972, 1298, 996, 1308]
market-paragraph: A Napoli le ultime quotazioni in Borsa furono per i grani delle Puglie consegna a Barletta di lire 25 85 all'ettolitro in contanti e di lire 26 38 per dicembre. bbox=[1062, 469, 1316, 506]
table-cell: — bbox=[1039, 555, 1048, 565]
dispatch: Un telegramma di Suleyman pascià, in data di domenica, annunzia che una ricognizione spedita verso Gabrova scacciò i russi e i bulgari dal villaggio di Jantra, situato a due ore di distanza da Gabrova. bbox=[797, 142, 1049, 193]
atti-item: 5. R. decreto 26 agosto che autorizza il Consiglio comunale di Sant'Agata Feltria (Pesaro ed Urbino) ad accettare l'eredità lasciatagli da Pietro Benucci per l'impianto di un ospedale pei poveri infermi del comune. bbox=[275, 491, 524, 542]
biblio-item: I testamenti di Alessandro Tassoni, per A. Bertolotti. — Firenze, tip. della Gazzetta d'Italia, 1877. bbox=[14, 1200, 262, 1224]
table-row bbox=[797, 1104, 1049, 1116]
article-mommsen: Il prof. Mommsen. — Il Pungolo annunzia che ieri è giunto in Napoli il prof. Mommsen, il quale parti subito per Palermo, ove si reca per completare i suoi studii sull'epigrafia romana. bbox=[14, 235, 262, 286]
market-paragraph: A Cagliari i grani fini in partita si dettagliarono da lire 22 50 a 23 50 e i marzuolini a lire 22. bbox=[1062, 566, 1316, 590]
table-row bbox=[797, 340, 1049, 351]
market-paragraph: A Bari i grani furono contrattati da lire 32 a 32 25 al quintale; i bianchi da lire 32 50 a 32 60 e i misti da lire 30 75 a 31. bbox=[1062, 510, 1316, 547]
table-cell: 165 bbox=[1034, 1082, 1048, 1092]
table-cell: — bbox=[1039, 1094, 1048, 1104]
table-cell: — bbox=[997, 341, 1006, 351]
table-cell: — bbox=[1039, 397, 1048, 407]
table-cell: Prestito romano Blount bbox=[799, 431, 880, 441]
table-cell: Lombarde bbox=[799, 1422, 835, 1432]
market-paragraph: Le biade mancano ancora: si quotano nominalmente a L. 9 al centesim. A Verona i frumenti in orzi si praticarono sulle base di 30 a 35 al podo. bbox=[1062, 782, 1316, 819]
